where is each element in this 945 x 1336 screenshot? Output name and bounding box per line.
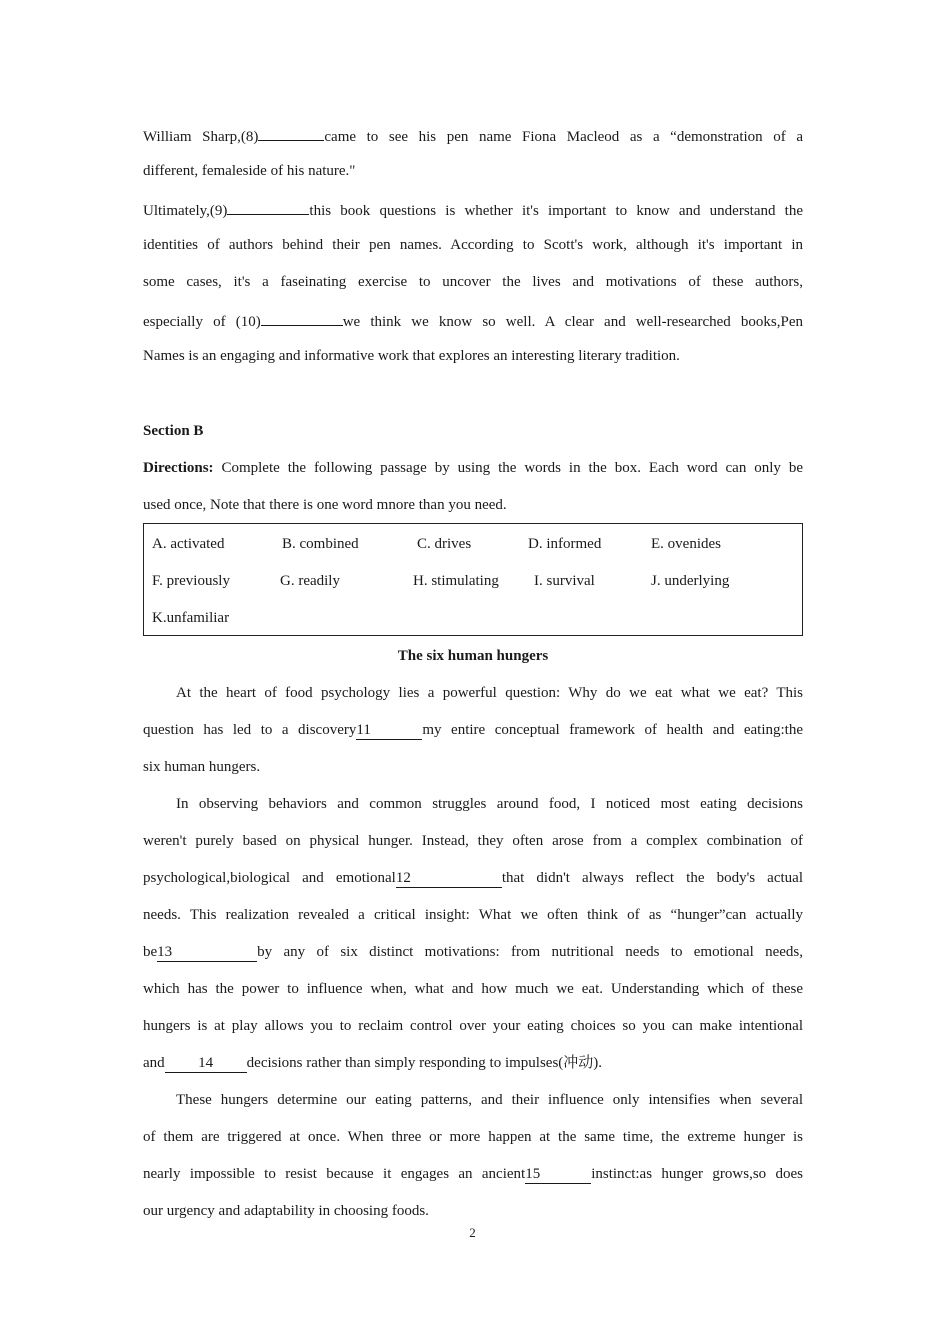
passage-line: psychological,biological and emotional12 that didn't always reflect the body's actual <box>143 870 803 886</box>
answer-blank-12[interactable]: 12 <box>396 870 502 888</box>
directions-label: Directions: <box>143 460 214 476</box>
passage-line: especially of (10) we think we know so well. A clear and well-researched books,Pen <box>143 308 803 333</box>
passage-line: weren't purely based on physical hunger. Instead, they often arose from a complex combination of <box>143 833 803 849</box>
word-option: B. combined <box>282 536 359 552</box>
word-option: E. ovenides <box>651 536 721 552</box>
passage-line: William Sharp,(8) came to see his pen name Fiona Macleod as a “demonstration of a <box>143 123 803 148</box>
section-heading: Section B <box>143 423 204 439</box>
word-box <box>143 523 803 636</box>
passage-line: Ultimately,(9) this book questions is whether it's important to know and understand the <box>143 197 803 222</box>
passage-line: six human hungers. <box>143 759 261 775</box>
page-number: 2 <box>469 1225 476 1240</box>
passage-line: identities of authors behind their pen names. According to Scott's work, although it's important in <box>143 237 803 253</box>
word-option: A. activated <box>152 536 225 552</box>
passage-line: At the heart of food psychology lies a powerful question: Why do we eat what we eat? This <box>176 685 803 701</box>
passage-line: hungers is at play allows you to reclaim control over your eating choices so you can make intentional <box>143 1018 803 1034</box>
word-option: K.unfamiliar <box>152 610 230 626</box>
passage-line: be13 by any of six distinct motivations: from nutritional needs to emotional needs, <box>143 944 803 960</box>
passage-line: These hungers determine our eating patterns, and their influence only intensifies when several <box>176 1092 803 1108</box>
word-option: J. underlying <box>651 573 730 589</box>
word-option: F. previously <box>152 573 230 589</box>
answer-blank-13[interactable]: 13 <box>157 944 257 962</box>
answer-blank-11[interactable]: 11 <box>356 722 422 740</box>
directions: used once, Note that there is one word mnore than you need. <box>143 497 507 513</box>
passage-line: of them are triggered at once. When three or more happen at the same time, the extreme hunger is <box>143 1129 803 1145</box>
passage-line: our urgency and adaptability in choosing foods. <box>143 1203 429 1219</box>
passage-line: question has led to a discovery11 my entire conceptual framework of health and eating:the <box>143 722 803 738</box>
answer-blank-14[interactable]: 14 <box>165 1055 247 1073</box>
passage-line: In observing behaviors and common struggles around food, I noticed most eating decisions <box>176 796 803 812</box>
passage-title: The six human hungers <box>397 648 549 664</box>
passage-line: some cases, it's a faseinating exercise to uncover the lives and motivations of these authors, <box>143 274 803 290</box>
word-option: I. survival <box>534 573 595 589</box>
passage-line: different, femaleside of his nature." <box>143 163 356 179</box>
passage-line: which has the power to influence when, what and how much we eat. Understanding which of these <box>143 981 803 997</box>
word-option: H. stimulating <box>413 573 499 589</box>
passage-line: needs. This realization revealed a critical insight: What we often think of as “hunger”can actually <box>143 907 803 923</box>
passage-line: and 14 decisions rather than simply responding to impulses(冲动). <box>143 1055 603 1071</box>
answer-blank-10[interactable] <box>261 308 343 326</box>
answer-blank-9[interactable] <box>227 197 309 215</box>
word-option: G. readily <box>280 573 340 589</box>
word-option: D. informed <box>528 536 602 552</box>
answer-blank-15[interactable]: 15 <box>525 1166 591 1184</box>
directions: Directions: Complete the following passage by using the words in the box. Each word can only be <box>143 460 803 476</box>
answer-blank-8[interactable] <box>258 123 324 141</box>
passage-line: Names is an engaging and informative work that explores an interesting literary tradition. <box>143 348 680 364</box>
word-option: C. drives <box>417 536 472 552</box>
passage-line: nearly impossible to resist because it engages an ancient15 instinct:as hunger grows,so does <box>143 1166 803 1182</box>
